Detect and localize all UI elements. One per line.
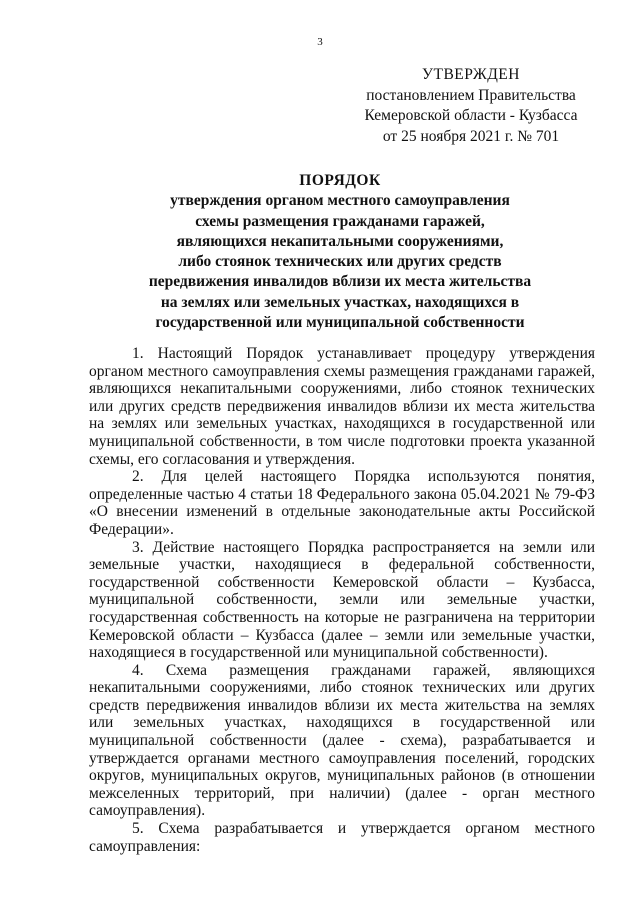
heading-line: на землях или земельных участках, находящихся в (160, 293, 520, 311)
approval-line: постановлением Правительства (366, 86, 576, 104)
approval-line: Кемеровской области - Кузбасса (364, 107, 578, 124)
paragraph-2: 2. Для целей настоящего Порядка используются понятия, определенные частью 4 статьи 18 Федерального закона 05.04.2021 № 79-ФЗ «О внесении изменений в отдельные законодательные акты Российской Федерации». (89, 468, 595, 538)
paragraph-4: 4. Схема размещения гражданами гаражей, являющихся некапитальными сооружениями, либо стоянок технических или других средств передвижения инвалидов вблизи их места жительства на землях или земельных участках, находящихся в государственной или муниципальной собственности (далее - схема), разрабатывается и утверждается органами местного самоуправления поселений, городских округов, муниципальных округов, муниципальных районов (в отношении межселенных территорий, при наличии) (далее - орган местного самоуправления). (89, 661, 595, 820)
document-title: ПОРЯДОК (299, 172, 381, 189)
heading-line: государственной или муниципальной собственности (155, 314, 525, 332)
paragraph-3: 3. Действие настоящего Порядка распространяется на земли или земельные участки, находящиеся в федеральной собственности, государственной собственности Кемеровской области – Кузбасса, муниципальной собственности, земли или земельные участки, государственная собственность на которые не разграничена на территории Кемеровской области – Кузбасса (далее – земли или земельные участки, находящиеся в государственной или муниципальной собственности). (89, 538, 595, 662)
heading-line: утверждения органом местного самоуправления (170, 192, 510, 210)
approval-title: УТВЕРЖДЕН (422, 66, 520, 83)
page-number: 3 (317, 36, 323, 48)
document-heading (90, 171, 590, 333)
document-body (89, 345, 595, 855)
heading-line: либо стоянок технических или других средств (178, 253, 502, 271)
approval-date: от 25 ноября 2021 г. № 701 (382, 127, 560, 145)
approval-block (340, 65, 602, 147)
heading-line: схемы размещения гражданами гаражей, (195, 212, 485, 230)
paragraph-5: 5. Схема разрабатывается и утверждается органом местного самоуправления: (89, 820, 595, 855)
heading-line: передвижения инвалидов вблизи их места жительства (148, 273, 532, 291)
heading-line: являющихся некапитальными сооружениями, (176, 232, 504, 250)
paragraph-1: 1. Настоящий Порядок устанавливает процедуру утверждения органом местного самоуправления схемы размещения гражданами гаражей, являющихся некапитальными сооружениями, либо стоянок технических или других средств передвижения инвалидов вблизи их места жительства на землях или земельных участках, находящихся в государственной или муниципальной собственности, в том числе подготовки проекта указанной схемы, его согласования и утверждения. (89, 345, 595, 468)
